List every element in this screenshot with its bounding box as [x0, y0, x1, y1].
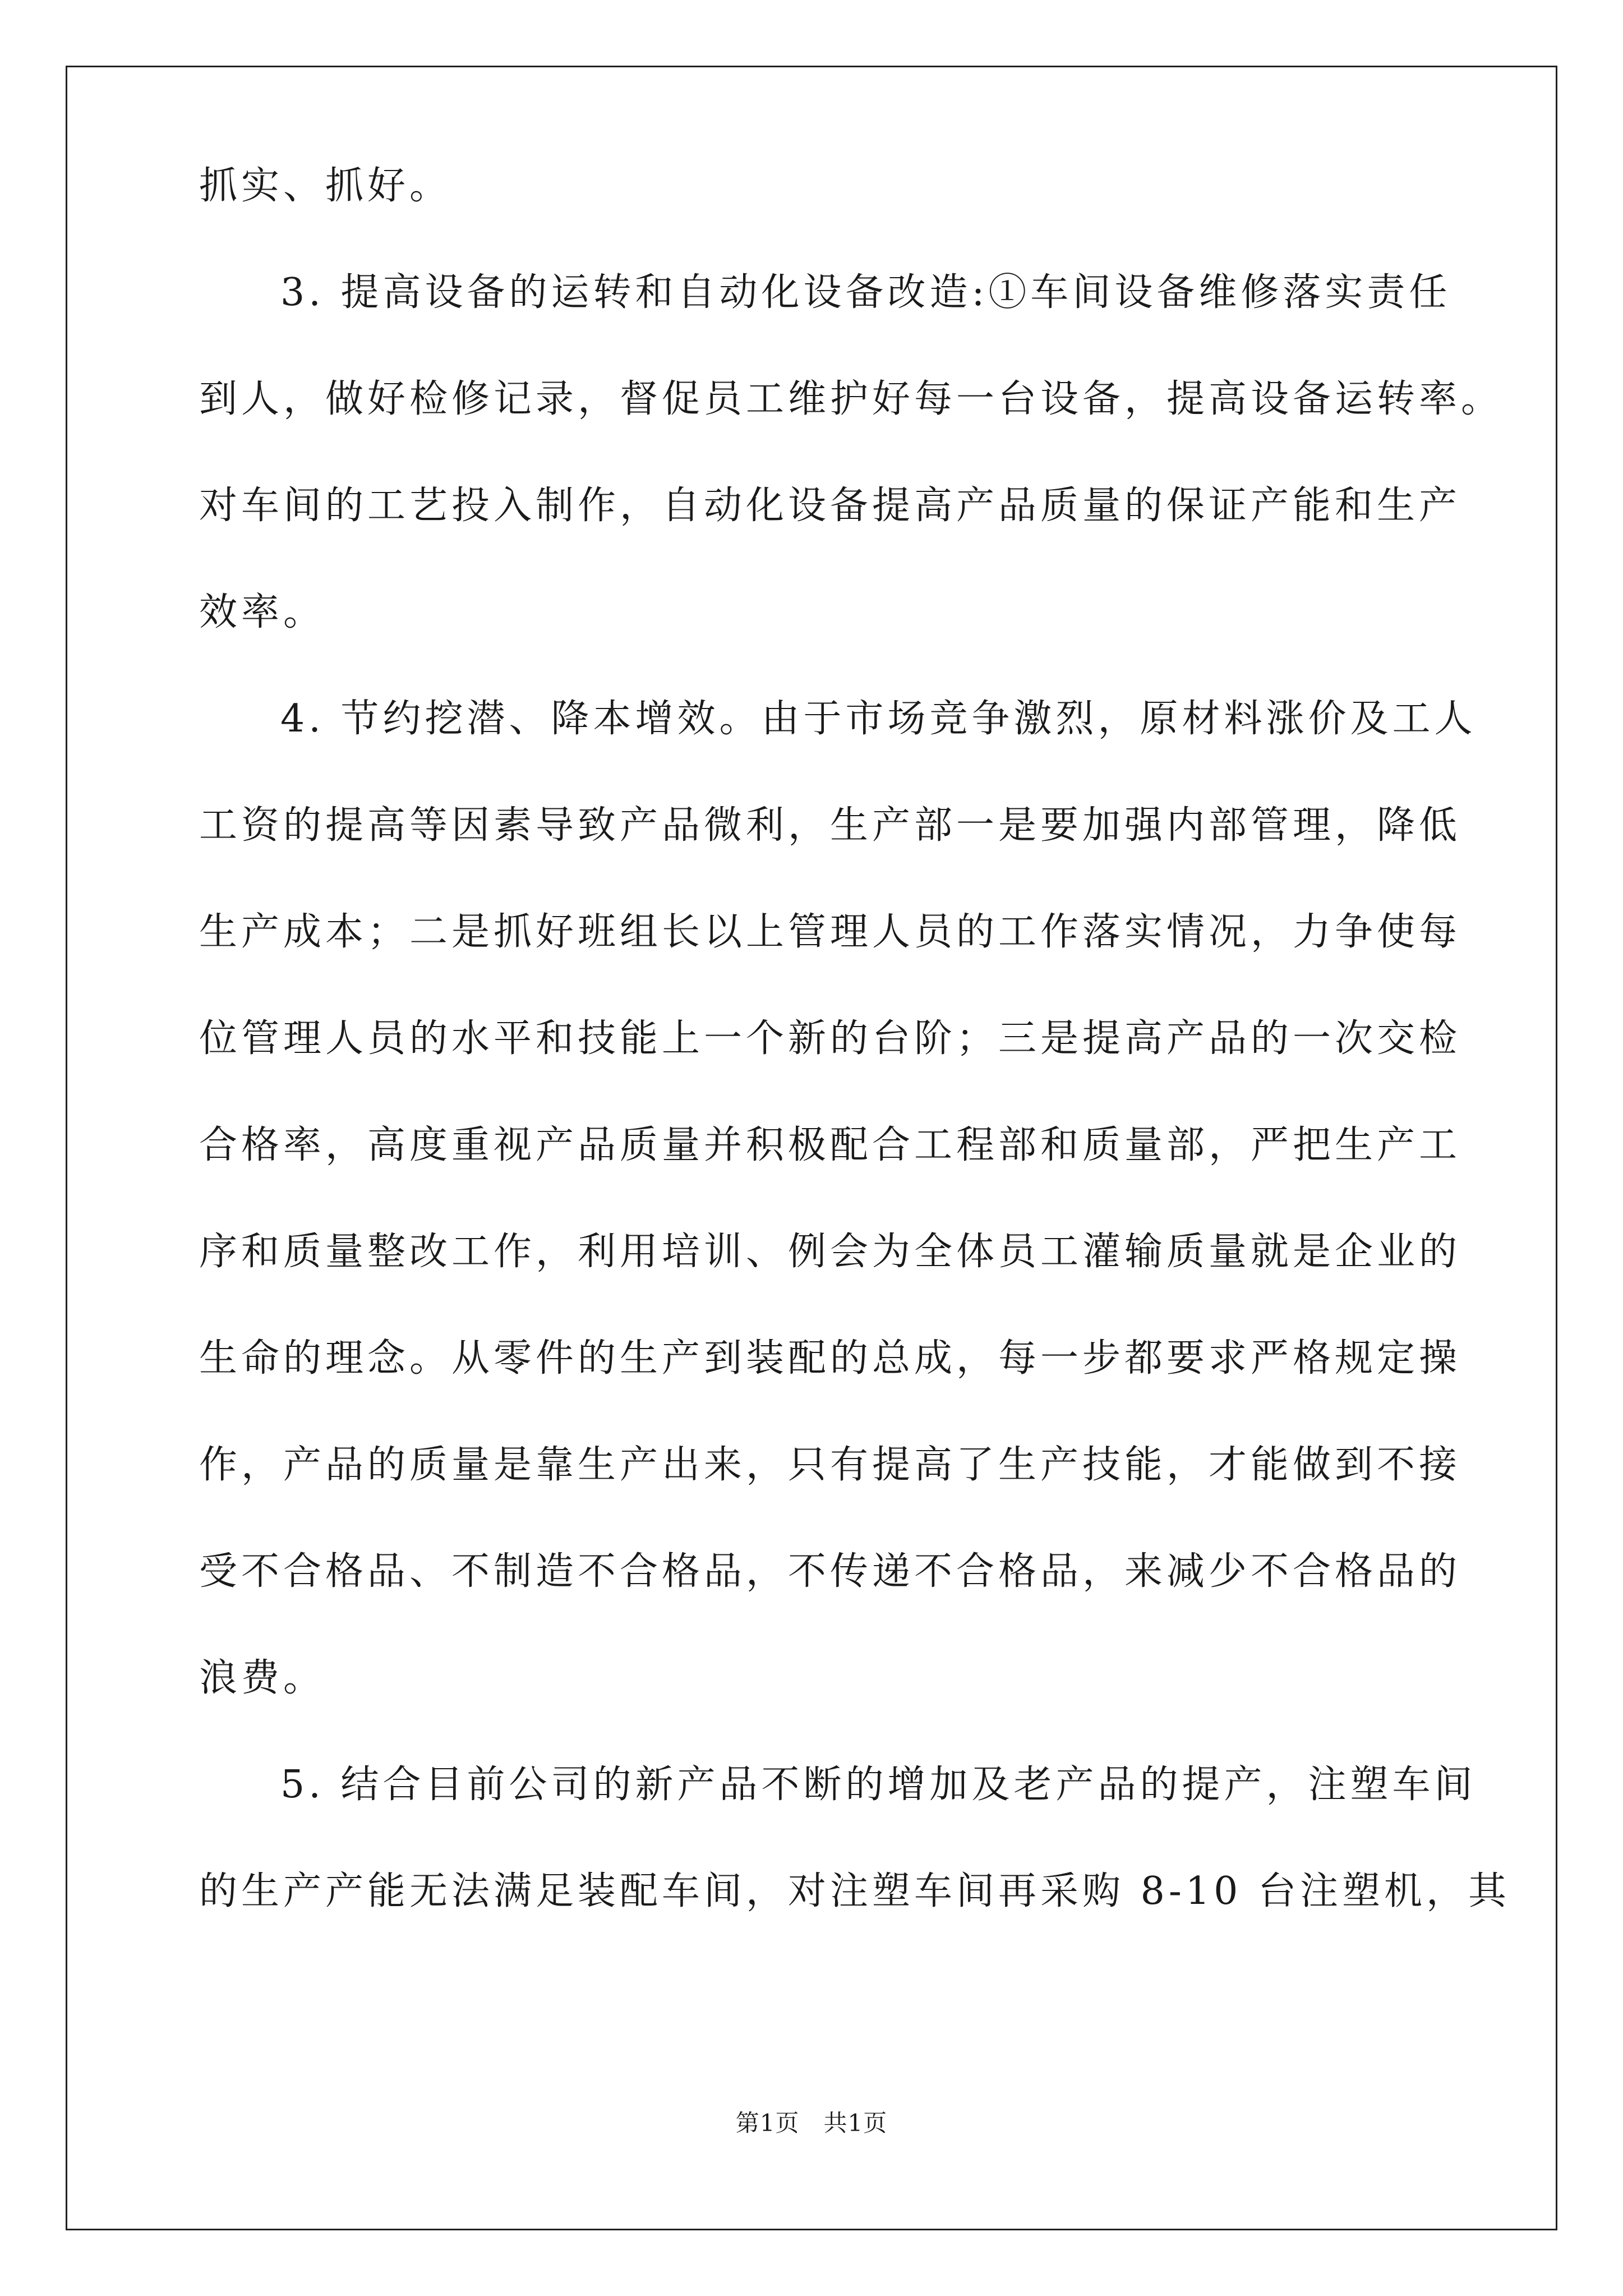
text-line: 效率。: [199, 590, 326, 634]
text-line: 浪费。: [199, 1656, 326, 1700]
text-line: 4. 节约挖潜、降本增效。由于市场竞争激烈，原材料涨价及工人: [280, 697, 1477, 741]
text-line: 序和质量整改工作，利用培训、例会为全体员工灌输质量就是企业的: [199, 1230, 1461, 1274]
page-number-footer: 第1页 共1页: [735, 2109, 888, 2137]
text-line: 对车间的工艺投入制作，自动化设备提高产品质量的保证产能和生产: [199, 484, 1461, 528]
text-line: 生产成本；二是抓好班组长以上管理人员的工作落实情况，力争使每: [199, 910, 1461, 954]
text-line: 作，产品的质量是靠生产出来，只有提高了生产技能，才能做到不接: [199, 1443, 1461, 1487]
text-line: 工资的提高等因素导致产品微利，生产部一是要加强内部管理，降低: [199, 803, 1461, 848]
text-line: 受不合格品、不制造不合格品，不传递不合格品，来减少不合格品的: [199, 1549, 1461, 1594]
text-line: 抓实、抓好。: [199, 164, 452, 208]
text-line: 的生产产能无法满足装配车间，对注塑车间再采购 8-10 台注塑机，其: [199, 1869, 1511, 1913]
text-line: 到人，做好检修记录，督促员工维护好每一台设备，提高设备运转率。: [199, 377, 1504, 421]
text-line: 合格率，高度重视产品质量并积极配合工程部和质量部，严把生产工: [199, 1123, 1461, 1167]
text-line: 5. 结合目前公司的新产品不断的增加及老产品的提产，注塑车间: [280, 1763, 1477, 1807]
text-line: 生命的理念。从零件的生产到装配的总成，每一步都要求严格规定操: [199, 1336, 1461, 1381]
text-line: 3. 提高设备的运转和自动化设备改造:①车间设备维修落实责任: [280, 270, 1451, 315]
text-line: 位管理人员的水平和技能上一个新的台阶；三是提高产品的一次交检: [199, 1016, 1461, 1061]
